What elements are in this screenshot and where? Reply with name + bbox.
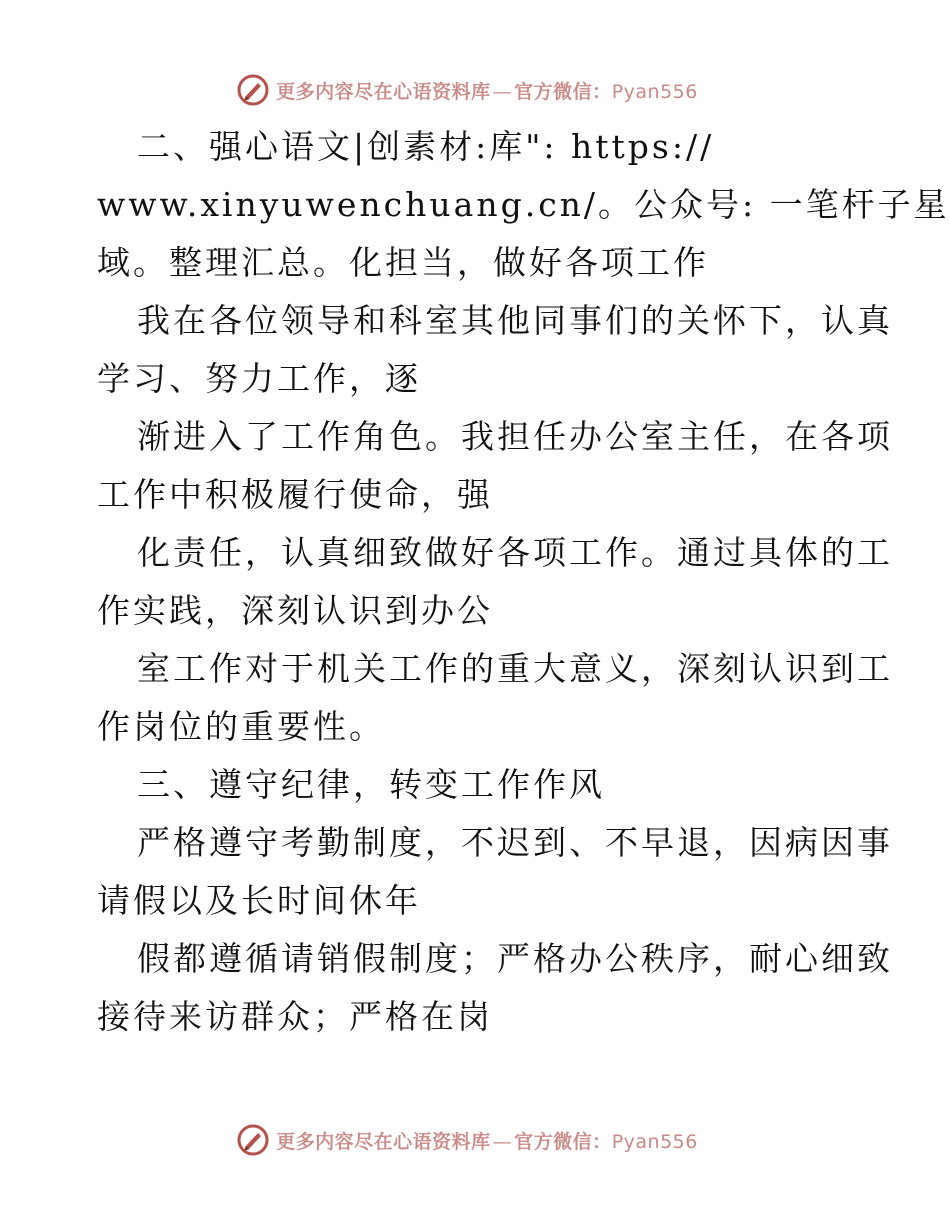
footer-watermark: [0, 1120, 950, 1160]
watermark-brand: Pyan556: [611, 80, 698, 103]
pen-circle-logo-icon: [236, 73, 270, 107]
document-body: [97, 118, 950, 1046]
text-line: www.xinyuwenchuang.cn/。公众号: 一笔杆子星: [97, 185, 950, 224]
header-watermark: [0, 70, 950, 110]
text-line: 假都遵循请销假制度；严格办公秩序，耐心细致: [137, 939, 893, 978]
text-line: 作岗位的重要性。: [97, 707, 385, 746]
watermark-group: [236, 73, 698, 107]
text-line: 三、遵守纪律，转变工作作风: [137, 765, 605, 804]
text-line: 二、强心语文|创素材:库": https://: [137, 127, 715, 166]
text-line: 工作中积极履行使命，强: [97, 475, 493, 514]
watermark-wechat-label: 官方微信：: [514, 80, 612, 103]
text-line: 请假以及长时间休年: [97, 881, 421, 920]
watermark-brand: Pyan556: [611, 1130, 698, 1153]
watermark-text: [276, 77, 698, 104]
text-line: 接待来访群众；严格在岗: [97, 997, 493, 1036]
text-line: 严格遵守考勤制度，不迟到、不早退，因病因事: [137, 823, 893, 862]
text-line: 域。整理汇总。化担当，做好各项工作: [97, 243, 709, 282]
watermark-separator: —: [492, 80, 513, 103]
text-line: 室工作对于机关工作的重大意义，深刻认识到工: [137, 649, 893, 688]
watermark-group: [236, 1123, 698, 1157]
watermark-main-text: 更多内容尽在心语资料库: [276, 80, 491, 103]
text-line: 学习、努力工作，逐: [97, 359, 421, 398]
watermark-main-text: 更多内容尽在心语资料库: [276, 1130, 491, 1153]
text-line: 作实践，深刻认识到办公: [97, 591, 493, 630]
text-line: 渐进入了工作角色。我担任办公室主任，在各项: [137, 417, 893, 456]
pen-circle-logo-icon: [236, 1123, 270, 1157]
watermark-text: [276, 1127, 698, 1154]
watermark-separator: —: [492, 1130, 513, 1153]
text-line: 化责任，认真细致做好各项工作。通过具体的工: [137, 533, 893, 572]
text-line: 我在各位领导和科室其他同事们的关怀下，认真: [137, 301, 893, 340]
watermark-wechat-label: 官方微信：: [514, 1130, 612, 1153]
